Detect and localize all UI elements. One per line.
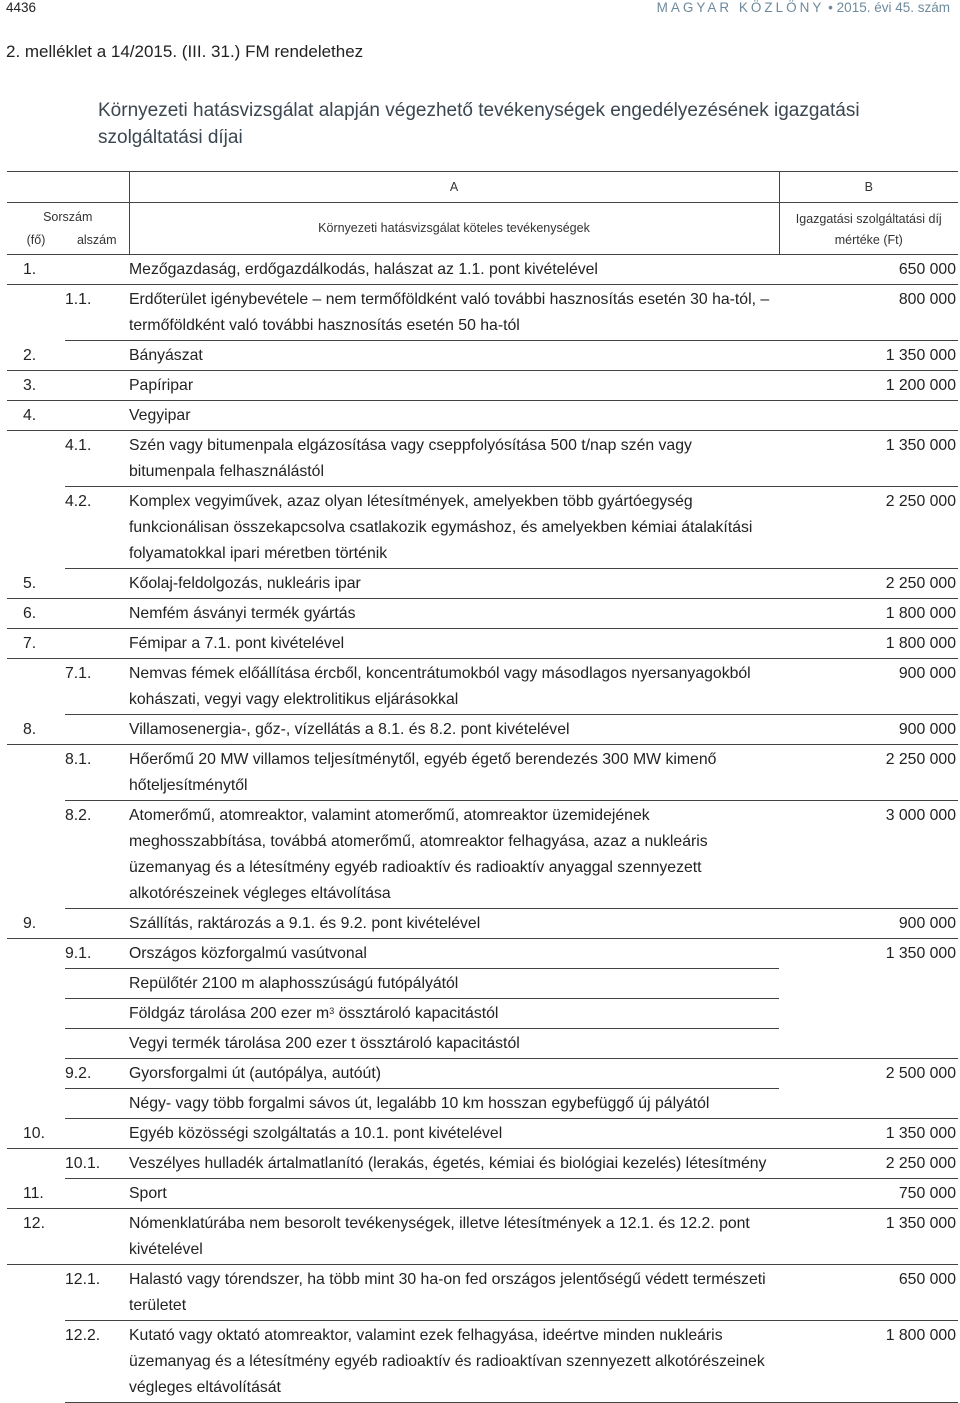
row-main-number: 7.: [7, 629, 65, 659]
row-fee: 650 000: [779, 255, 958, 285]
row-main-number: 9.: [7, 909, 65, 939]
row-sub-number: [65, 401, 129, 431]
journal-info: [657, 0, 950, 15]
row-main-number: [7, 487, 65, 569]
row-main-number: [7, 745, 65, 801]
row-description: Egyéb közösségi szolgáltatás a 10.1. pont kivételével: [129, 1119, 779, 1149]
table-row: [7, 599, 958, 629]
row-description: Atomerőmű, atomreaktor, valamint atomerőmű, atomreaktor üzemidejének meghosszabbítása, továbbá atomerőmű, atomreaktor felhagyása, azaz a nukleáris üzemanyag és a létesítmény egyéb radioaktív és radioaktív anyaggal szennyezett alkotórészeinek végleges eltávolítása: [129, 801, 779, 909]
fo-header: (fő): [7, 228, 65, 255]
row-fee: 1 350 000: [779, 341, 958, 371]
row-fee: 1 350 000: [779, 1209, 958, 1265]
table-row: [7, 341, 958, 371]
row-main-number: [7, 939, 65, 969]
table-row: [7, 999, 958, 1029]
row-fee: 900 000: [779, 715, 958, 745]
table-row: [7, 909, 958, 939]
row-main-number: 11.: [7, 1179, 65, 1209]
table-row: [7, 285, 958, 341]
row-fee: 900 000: [779, 659, 958, 715]
row-sub-number: [65, 1209, 129, 1265]
row-main-number: [7, 1321, 65, 1403]
row-main-number: 6.: [7, 599, 65, 629]
superscript: 3: [329, 1006, 335, 1016]
row-sub-number: 4.2.: [65, 487, 129, 569]
header-row-letters: [7, 172, 958, 203]
table-row: [7, 401, 958, 431]
row-main-number: [7, 1149, 65, 1179]
row-sub-number: [65, 999, 129, 1029]
description-text: Földgáz tárolása 200 ezer m: [129, 1005, 330, 1022]
row-fee: [779, 999, 958, 1029]
row-description: Repülőtér 2100 m alaphosszúságú futópályától: [129, 969, 779, 999]
row-description: Nemfém ásványi termék gyártás: [129, 599, 779, 629]
row-fee: 3 000 000: [779, 801, 958, 909]
table-row: [7, 801, 958, 909]
row-description: Négy- vagy több forgalmi sávos út, legalább 10 km hosszan egybefüggő új pályától: [129, 1089, 779, 1119]
row-description: Sport: [129, 1179, 779, 1209]
row-description: Papíripar: [129, 371, 779, 401]
row-description: Kőolaj-feldolgozás, nukleáris ipar: [129, 569, 779, 599]
row-description: Bányászat: [129, 341, 779, 371]
row-description: Szén vagy bitumenpala elgázosítása vagy cseppfolyósítása 500 t/nap szén vagy bitumenpala felhasználástól: [129, 431, 779, 487]
row-fee: 1 800 000: [779, 629, 958, 659]
table-row: [7, 371, 958, 401]
row-main-number: 12.: [7, 1209, 65, 1265]
journal-bullet: •: [828, 0, 833, 15]
row-sub-number: 9.1.: [65, 939, 129, 969]
row-main-number: [7, 659, 65, 715]
main-title: Környezeti hatásvizsgálat alapján végezhető tevékenységek engedélyezésének igazgatási szolgáltatási díjai: [98, 100, 860, 148]
sorszam-header: Sorszám: [7, 203, 129, 229]
row-main-number: 8.: [7, 715, 65, 745]
table-row: [7, 569, 958, 599]
row-main-number: [7, 801, 65, 909]
row-fee: 2 500 000: [885, 1065, 956, 1082]
row-description: Komplex vegyiművek, azaz olyan létesítmények, amelyekben több gyártóegység funkcionálisan összekapcsolva csatlakozik egymáshoz, és amelyekben kémiai átalakítási folyamatokkal ipari méretben történik: [129, 487, 779, 569]
row-sub-number: [65, 629, 129, 659]
table-row: [7, 255, 958, 285]
row-sub-number: [65, 569, 129, 599]
row-main-number: [7, 969, 65, 999]
row-sub-number: [65, 1179, 129, 1209]
column-b-label: B: [779, 172, 958, 203]
row-description: Gyorsforgalmi út (autópálya, autóút): [129, 1059, 779, 1089]
row-main-number: [7, 1029, 65, 1059]
row-fee: 800 000: [779, 285, 958, 341]
row-sub-number: 12.2.: [65, 1321, 129, 1403]
row-fee: 2 250 000: [779, 1149, 958, 1179]
row-description: Országos közforgalmú vasútvonal: [129, 939, 779, 969]
table-row: [7, 1179, 958, 1209]
row-sub-number: 8.2.: [65, 801, 129, 909]
row-main-number: [7, 285, 65, 341]
row-description: Szállítás, raktározás a 9.1. és 9.2. pont kivételével: [129, 909, 779, 939]
row-description: Fémipar a 7.1. pont kivételével: [129, 629, 779, 659]
row-sub-number: [65, 969, 129, 999]
row-description: Erdőterület igénybevétele – nem termőföldként való további hasznosítás esetén 30 ha-tól, – termőföldként való további hasznosítás esetén 50 ha-tól: [129, 285, 779, 341]
row-sub-number: [65, 599, 129, 629]
journal-issue: 2015. évi 45. szám: [836, 0, 950, 15]
table-row: [7, 1209, 958, 1265]
row-sub-number: 10.1.: [65, 1149, 129, 1179]
row-fee: 1 800 000: [779, 1321, 958, 1403]
row-sub-number: [65, 715, 129, 745]
row-fee: 1 350 000: [779, 1119, 958, 1149]
row-fee: 650 000: [779, 1265, 958, 1321]
fee-header-line2: mértéke (Ft): [779, 228, 958, 255]
row-main-number: 10.: [7, 1119, 65, 1149]
table-row: [7, 1089, 958, 1119]
table-row: [7, 939, 958, 969]
page-number: 4436: [6, 0, 37, 15]
table-row: [7, 969, 958, 999]
row-fee: 1 800 000: [779, 599, 958, 629]
row-sub-number: [65, 1089, 129, 1119]
table-row: [7, 1029, 958, 1059]
row-fee: [779, 1089, 958, 1119]
table-row: [7, 487, 958, 569]
table-row: [7, 1149, 958, 1179]
row-main-number: [7, 1059, 65, 1089]
row-sub-number: [65, 341, 129, 371]
row-main-number: 1.: [7, 255, 65, 285]
row-description: Kutató vagy oktató atomreaktor, valamint ezek felhagyása, ideértve minden nukleáris üzemanyag és a létesítmény egyéb radioaktív és radioaktívan szennyezett alkotórészeinek végleges eltávolítását: [129, 1321, 779, 1403]
row-main-number: [7, 999, 65, 1029]
row-fee: [779, 401, 958, 431]
row-description: Vegyi termék tárolása 200 ezer t össztároló kapacitástól: [129, 1029, 779, 1059]
row-sub-number: 12.1.: [65, 1265, 129, 1321]
row-fee: 1 350 000: [779, 431, 958, 487]
table-row: [7, 745, 958, 801]
row-description: Hőerőmű 20 MW villamos teljesítménytől, egyéb égető berendezés 300 MW kimenő hőteljesítménytől: [129, 745, 779, 801]
page-header: [6, 0, 950, 20]
row-description: [129, 999, 779, 1029]
row-fee: 1 350 000: [885, 945, 956, 962]
journal-name: MAGYAR KÖZLÖNY: [656, 0, 825, 15]
row-main-number: 4.: [7, 401, 65, 431]
row-fee: 1 200 000: [779, 371, 958, 401]
table-row: [7, 1119, 958, 1149]
row-description: Veszélyes hulladék ártalmatlanító (lerakás, égetés, kémiai és biológiai kezelés) létesítmény: [129, 1149, 779, 1179]
column-a-label: A: [129, 172, 779, 203]
row-fee: 900 000: [779, 909, 958, 939]
row-main-number: [7, 431, 65, 487]
row-description: Nómenklatúrába nem besorolt tevékenységek, illetve létesítmények a 12.1. és 12.2. pont kivételével: [129, 1209, 779, 1265]
row-main-number: 2.: [7, 341, 65, 371]
row-sub-number: 7.1.: [65, 659, 129, 715]
table-row: [7, 629, 958, 659]
row-description: Halastó vagy tórendszer, ha több mint 30 ha-on fed országos jelentőségű védett természeti területet: [129, 1265, 779, 1321]
row-description: Vegyipar: [129, 401, 779, 431]
table-row: [7, 431, 958, 487]
table-row: [7, 1321, 958, 1403]
row-sub-number: 1.1.: [65, 285, 129, 341]
row-fee: [779, 1029, 958, 1059]
header-row-names: [7, 203, 958, 229]
alszam-header: alszám: [65, 228, 129, 255]
annex-title: 2. melléklet a 14/2015. (III. 31.) FM rendelethez: [6, 42, 364, 61]
table-row: [7, 715, 958, 745]
description-tail: össztároló kapacitástól: [334, 1005, 499, 1022]
row-fee: 750 000: [779, 1179, 958, 1209]
row-description: Mezőgazdaság, erdőgazdálkodás, halászat az 1.1. pont kivételével: [129, 255, 779, 285]
row-fee: 2 250 000: [779, 487, 958, 569]
row-sub-number: [65, 371, 129, 401]
table-row: [7, 1059, 958, 1089]
row-description: Villamosenergia-, gőz-, vízellátás a 8.1. és 8.2. pont kivételével: [129, 715, 779, 745]
row-sub-number: [65, 909, 129, 939]
row-sub-number: [65, 1029, 129, 1059]
row-main-number: [7, 1089, 65, 1119]
row-sub-number: 8.1.: [65, 745, 129, 801]
fee-table: [7, 171, 958, 1403]
activities-header: Környezeti hatásvizsgálat köteles tevékenységek: [129, 203, 779, 255]
row-fee: [779, 969, 958, 999]
row-main-number: 5.: [7, 569, 65, 599]
row-sub-number: 4.1.: [65, 431, 129, 487]
row-main-number: 3.: [7, 371, 65, 401]
fee-header-line1: Igazgatási szolgáltatási díj: [779, 203, 958, 229]
row-sub-number: [65, 255, 129, 285]
row-description: Nemvas fémek előállítása ércből, koncentrátumokból vagy másodlagos nyersanyagokból kohászati, vegyi vagy elektrolitikus eljárásokkal: [129, 659, 779, 715]
table-row: [7, 1265, 958, 1321]
row-main-number: [7, 1265, 65, 1321]
table-row: [7, 659, 958, 715]
row-sub-number: [65, 1119, 129, 1149]
row-fee: 2 250 000: [779, 745, 958, 801]
row-fee: 2 250 000: [779, 569, 958, 599]
row-sub-number: 9.2.: [65, 1059, 129, 1089]
